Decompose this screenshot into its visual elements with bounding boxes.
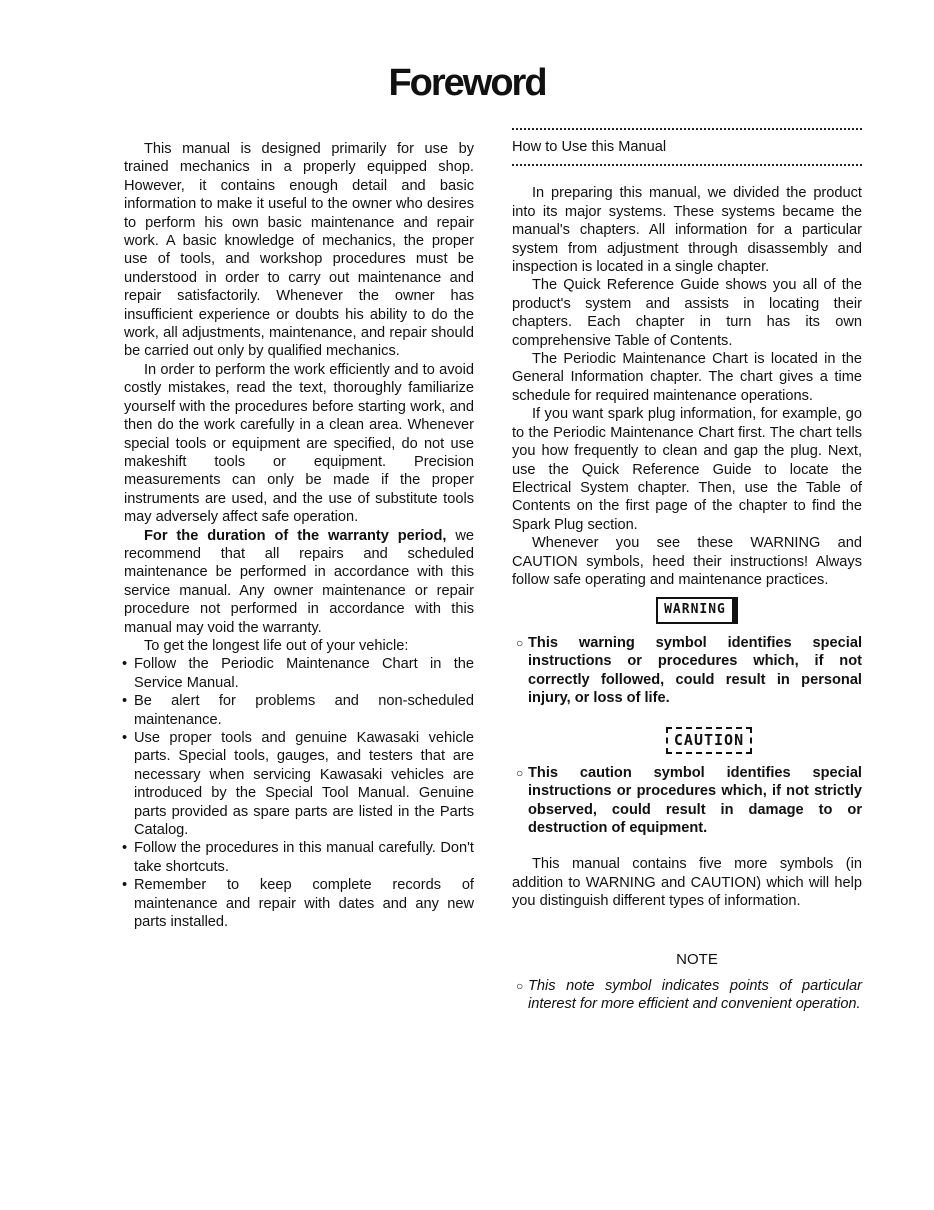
- more-symbols-paragraph: This manual contains five more symbols (in addition to WARNING and CAUTION) which will help you distinguish different types of information.: [512, 856, 862, 910]
- circle-bullet-icon: ○: [516, 635, 524, 650]
- left-column: [124, 140, 474, 931]
- efficiency-paragraph: In order to perform the work efficiently and to avoid costly mistakes, read the text, thoroughly familiarize yourself with the procedures before starting work, and then do the work carefully in a clean area. Whenever special tools or equipment are specified, do not use makeshift tools or equipment. Precision measurements can only be made if the proper instruments are used, and the use of substitute tools may adversely affect safe operation.: [124, 361, 474, 526]
- list-item: • Be alert for problems and non-scheduled maintenance.: [122, 693, 474, 728]
- longest-life-paragraph: To get the longest life out of your vehicle:: [144, 637, 409, 654]
- list-item: • Follow the procedures in this manual carefully. Don't take shortcuts.: [122, 840, 474, 875]
- systems-paragraph: In preparing this manual, we divided the product into its major systems. These systems became the manual's chapters. All information for a particular system from adjustment through disassembly and inspection is located in a single chapter.: [512, 185, 862, 276]
- symbols-paragraph: Whenever you see these WARNING and CAUTION symbols, heed their instructions! Always follow safe operating and maintenance practices.: [512, 535, 862, 588]
- bullet-icon: •: [122, 730, 128, 746]
- maintenance-chart-paragraph: The Periodic Maintenance Chart is located in the General Information chapter. The chart gives a time schedule for required maintenance operations.: [512, 351, 862, 404]
- bullet-icon: •: [122, 840, 128, 857]
- list-item: • Use proper tools and genuine Kawasaki vehicle parts. Special tools, gauges, and testers that are necessary when servicing Kawasaki vehicles are introduced by the Special Tool Manual. Genuine parts provided as spare parts are listed in the Parts Catalog.: [122, 730, 474, 839]
- warranty-text: we recommend that all repairs and scheduled maintenance be performed in accordance with this service manual. Any owner maintenance or repair procedure not performed in accordance with this manual may void the warranty.: [124, 527, 474, 636]
- list-item: • Follow the Periodic Maintenance Chart in the Service Manual.: [122, 656, 474, 691]
- caution-symbol: CAUTION: [666, 727, 752, 753]
- bullet-icon: •: [122, 693, 128, 710]
- right-column: [512, 128, 862, 1014]
- list-item: • Remember to keep complete records of maintenance and repair with dates and any new parts installed.: [122, 877, 474, 931]
- spark-plug-paragraph: If you want spark plug information, for example, go to the Periodic Maintenance Chart first. The chart tells you how frequently to clean and gap the plug. Next, use the Quick Reference Guide to locate the Electrical System chapter. Then, use the Table of Contents on the first page of the chapter to find the Spark Plug section.: [512, 406, 862, 533]
- note-description: ○ This note symbol indicates points of particular interest for more efficient and convenient operation.: [516, 978, 862, 1013]
- maintenance-tips-list: [124, 655, 474, 931]
- intro-paragraph: This manual is designed primarily for use by trained mechanics in a properly equipped shop. However, it contains enough detail and basic information to make it useful to the owner who desires to perform his own basic maintenance and repair work. A basic knowledge of mechanics, the proper use of tools, and workshop procedures must be understood in order to carry out maintenance and repair satisfactorily. Whenever the owner has insufficient experience or doubts his ability to do the work, all adjustments, maintenance, and repair should be carried out only by qualified mechanics.: [124, 141, 474, 360]
- page-title: Foreword: [388, 62, 546, 104]
- circle-bullet-icon: ○: [516, 979, 524, 994]
- note-symbol: NOTE: [676, 950, 718, 968]
- quick-reference-paragraph: The Quick Reference Guide shows you all of the product's system and assists in locating their chapters. Each chapter in turn has its own comprehensive Table of Contents.: [512, 277, 862, 349]
- caution-description: ○ This caution symbol identifies special instructions or procedures which, if not strictly observed, could result in damage to or destruction of equipment.: [516, 764, 862, 836]
- warranty-paragraph: [124, 527, 474, 637]
- warning-description: ○ This warning symbol identifies special instructions or procedures which, if not correctly followed, could result in personal injury, or loss of life.: [516, 634, 862, 706]
- section-heading: How to Use this Manual: [512, 139, 667, 155]
- bullet-icon: •: [122, 656, 128, 673]
- warning-symbol: WARNING: [656, 597, 738, 623]
- warranty-emphasis: For the duration of the warranty period,: [144, 527, 447, 544]
- bullet-icon: •: [122, 877, 128, 894]
- circle-bullet-icon: ○: [516, 765, 524, 780]
